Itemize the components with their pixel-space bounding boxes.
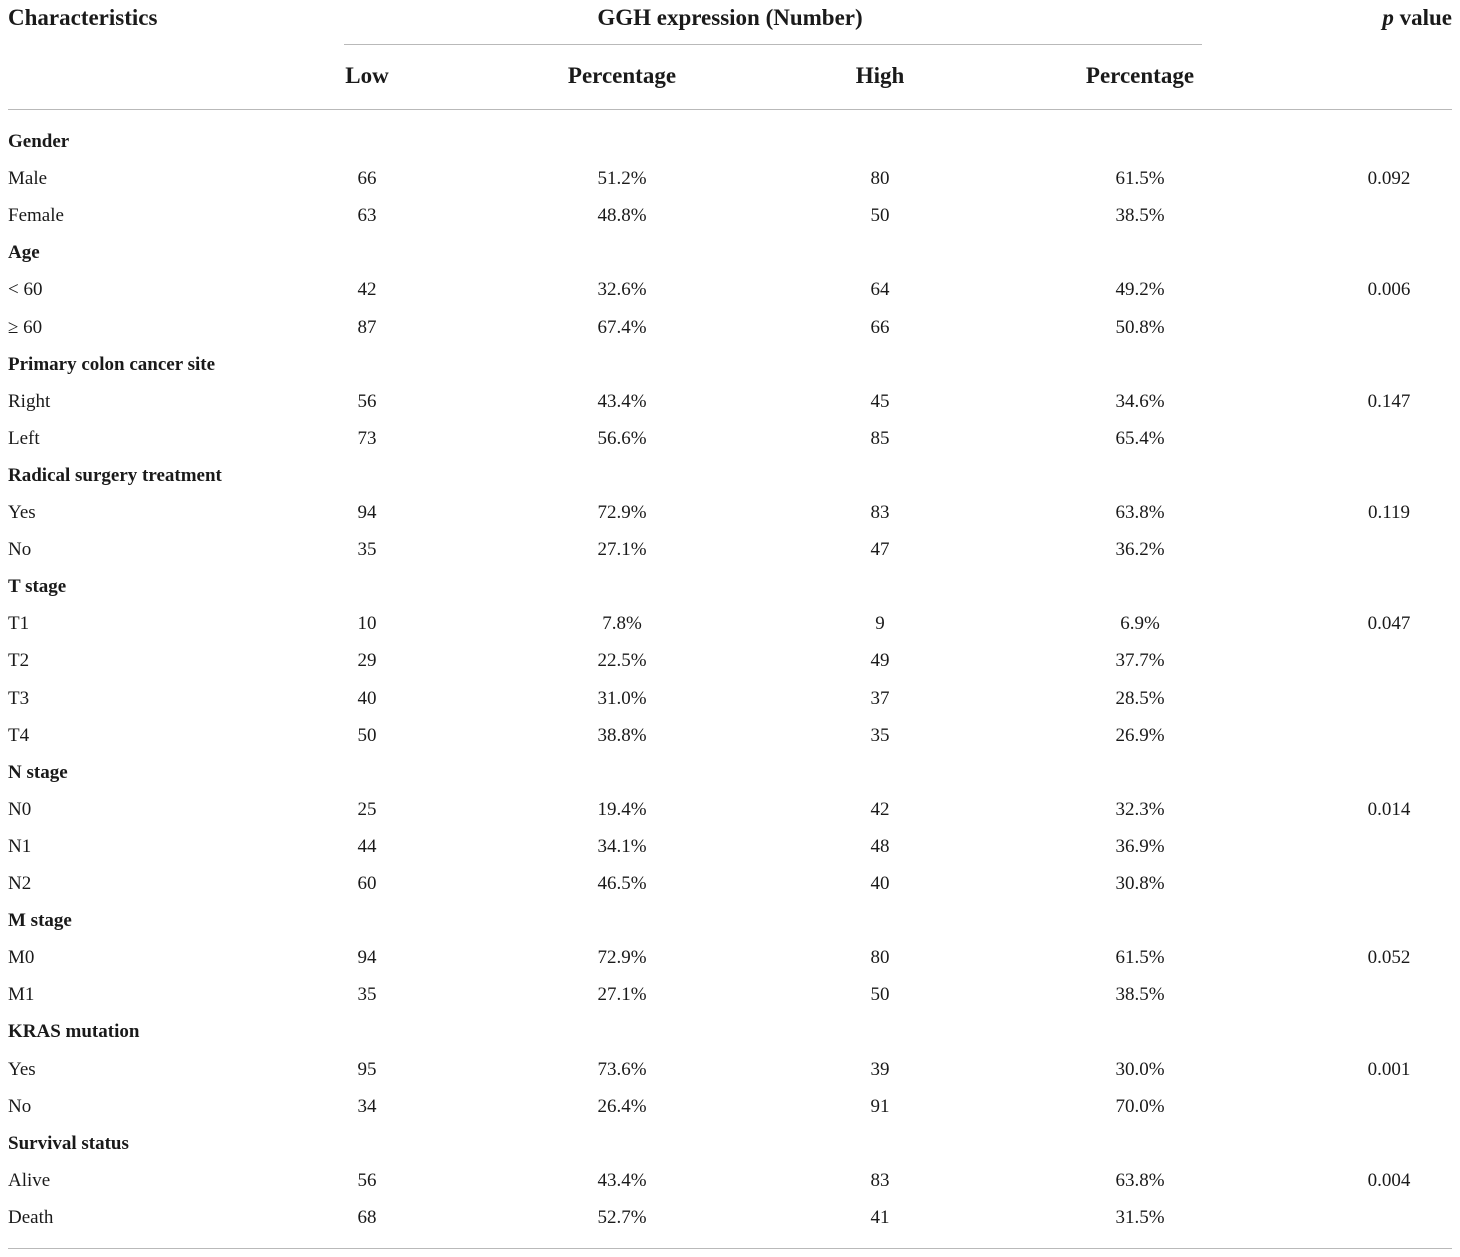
table-row — [0, 1051, 1460, 1088]
row-label: T2 — [8, 650, 30, 672]
category-label: Radical surgery treatment — [8, 464, 222, 486]
cell-low-count: 73 — [357, 427, 377, 449]
cell-high-percentage: 30.0% — [1115, 1058, 1165, 1080]
cell-low-count: 50 — [357, 724, 377, 746]
cell-p-value: 0.004 — [1367, 1169, 1411, 1191]
category-row — [0, 902, 1460, 939]
cell-high-count: 42 — [870, 798, 890, 820]
table-row — [0, 197, 1460, 234]
cell-low-percentage: 22.5% — [597, 650, 647, 672]
header-characteristics: Characteristics — [8, 5, 158, 30]
header-p-symbol: p — [1382, 5, 1394, 30]
row-label: ≥ 60 — [8, 316, 43, 338]
cell-p-value: 0.147 — [1367, 390, 1411, 412]
cell-high-percentage: 36.9% — [1115, 835, 1165, 857]
cell-low-count: 25 — [357, 798, 377, 820]
header-low: Low — [345, 63, 389, 88]
cell-low-count: 95 — [357, 1058, 377, 1080]
cell-high-percentage: 32.3% — [1115, 798, 1165, 820]
cell-high-percentage: 6.9% — [1120, 613, 1160, 635]
cell-high-count: 41 — [870, 1206, 890, 1228]
cell-high-count: 83 — [870, 1169, 890, 1191]
category-label: T stage — [8, 576, 67, 598]
cell-high-percentage: 61.5% — [1115, 168, 1165, 190]
cell-low-percentage: 31.0% — [597, 687, 647, 709]
row-label: Male — [8, 168, 48, 190]
cell-low-percentage: 38.8% — [597, 724, 647, 746]
cell-low-count: 35 — [357, 539, 377, 561]
cell-low-percentage: 43.4% — [597, 390, 647, 412]
cell-high-percentage: 31.5% — [1115, 1206, 1165, 1228]
cell-low-count: 68 — [357, 1206, 377, 1228]
cell-low-percentage: 46.5% — [597, 873, 647, 894]
cell-low-count: 56 — [357, 390, 377, 412]
cell-low-count: 40 — [357, 687, 377, 709]
table-row — [0, 642, 1460, 679]
cell-low-percentage: 48.8% — [597, 205, 647, 227]
table-row — [0, 605, 1460, 642]
header-rule — [8, 109, 1452, 110]
cell-high-count: 83 — [870, 502, 890, 523]
row-label: T1 — [8, 613, 30, 635]
cell-high-percentage: 28.5% — [1115, 687, 1165, 709]
cell-high-count: 45 — [870, 390, 890, 412]
cell-high-percentage: 37.7% — [1115, 650, 1165, 672]
category-row — [0, 457, 1460, 494]
cell-high-count: 9 — [875, 613, 885, 635]
cell-high-percentage: 36.2% — [1115, 539, 1165, 561]
cell-p-value: 0.052 — [1367, 947, 1411, 969]
cell-high-count: 47 — [870, 539, 890, 561]
table-row — [0, 828, 1460, 865]
header-percentage-high: Percentage — [1085, 63, 1195, 88]
cell-high-percentage: 38.5% — [1115, 205, 1165, 227]
category-label: Survival status — [8, 1132, 129, 1154]
row-label: N2 — [8, 873, 32, 894]
cell-high-percentage: 26.9% — [1115, 724, 1165, 746]
row-label: Left — [8, 427, 40, 449]
bottom-rule — [8, 1248, 1452, 1249]
cell-low-count: 60 — [357, 873, 377, 894]
cell-high-percentage: 63.8% — [1115, 1169, 1165, 1191]
category-row — [0, 1013, 1460, 1050]
cell-high-count: 37 — [870, 687, 890, 709]
cell-high-percentage: 61.5% — [1115, 947, 1165, 969]
row-label: No — [8, 539, 32, 561]
cell-low-count: 66 — [357, 168, 377, 190]
table-row — [0, 383, 1460, 420]
category-row — [0, 123, 1460, 160]
cell-low-percentage: 27.1% — [597, 539, 647, 561]
category-label: Gender — [8, 131, 70, 152]
group-span-rule — [344, 44, 1202, 45]
cell-low-count: 87 — [357, 316, 377, 338]
cell-low-count: 63 — [357, 205, 377, 227]
row-label: No — [8, 1095, 32, 1117]
cell-low-percentage: 67.4% — [597, 316, 647, 338]
row-label: Yes — [8, 502, 36, 523]
category-label: N stage — [8, 761, 68, 783]
cell-high-count: 80 — [870, 168, 890, 190]
cell-low-percentage: 27.1% — [597, 984, 647, 1006]
cell-low-percentage: 7.8% — [602, 613, 642, 635]
header-p-value — [1332, 4, 1452, 32]
cell-high-count: 80 — [870, 947, 890, 969]
cell-low-percentage: 19.4% — [597, 798, 647, 820]
table-row — [0, 531, 1460, 568]
category-row — [0, 346, 1460, 383]
cell-high-count: 40 — [870, 873, 890, 894]
cell-low-percentage: 51.2% — [597, 168, 647, 190]
table-row — [0, 1088, 1460, 1125]
cell-high-percentage: 63.8% — [1115, 502, 1165, 523]
cell-high-percentage: 49.2% — [1115, 279, 1165, 301]
category-row — [0, 1125, 1460, 1162]
table-row — [0, 717, 1460, 754]
cell-low-count: 94 — [357, 502, 377, 523]
table-row — [0, 271, 1460, 308]
table-row — [0, 309, 1460, 346]
cell-low-count: 35 — [357, 984, 377, 1006]
cell-high-count: 50 — [870, 984, 890, 1006]
cell-high-count: 39 — [870, 1058, 890, 1080]
header-group-title: GGH expression (Number) — [597, 5, 863, 30]
header-p-word: value — [1399, 5, 1452, 30]
cell-low-percentage: 32.6% — [597, 279, 647, 301]
cell-low-count: 10 — [357, 613, 377, 635]
table-row — [0, 939, 1460, 976]
table-row — [0, 1199, 1460, 1236]
table-row — [0, 865, 1460, 902]
cell-high-count: 35 — [870, 724, 890, 746]
cell-high-count: 49 — [870, 650, 890, 672]
row-label: M1 — [8, 984, 35, 1006]
table-row — [0, 1162, 1460, 1199]
cell-low-percentage: 34.1% — [597, 835, 647, 857]
cell-high-count: 85 — [870, 427, 890, 449]
cell-low-count: 56 — [357, 1169, 377, 1191]
cell-low-count: 34 — [357, 1095, 377, 1117]
header-high: High — [855, 63, 905, 88]
cell-high-count: 50 — [870, 205, 890, 227]
cell-p-value: 0.014 — [1367, 798, 1411, 820]
cell-low-count: 42 — [357, 279, 377, 301]
table-row — [0, 680, 1460, 717]
cell-p-value: 0.006 — [1367, 279, 1411, 301]
cell-high-percentage: 38.5% — [1115, 984, 1165, 1006]
cell-p-value: 0.047 — [1367, 613, 1411, 635]
row-label: Alive — [8, 1169, 51, 1191]
cell-low-percentage: 52.7% — [597, 1206, 647, 1228]
row-label: T4 — [8, 724, 30, 746]
category-label: M stage — [8, 910, 72, 932]
row-label: Right — [8, 390, 51, 412]
cell-high-percentage: 50.8% — [1115, 316, 1165, 338]
category-label: KRAS mutation — [8, 1021, 140, 1043]
category-row — [0, 568, 1460, 605]
table-row — [0, 420, 1460, 457]
cell-high-percentage: 70.0% — [1115, 1095, 1165, 1117]
table-row — [0, 791, 1460, 828]
table-row — [0, 494, 1460, 531]
cell-p-value: 0.001 — [1367, 1058, 1411, 1080]
cell-low-percentage: 73.6% — [597, 1058, 647, 1080]
row-label: Yes — [8, 1058, 36, 1080]
table-row — [0, 976, 1460, 1013]
table-row — [0, 160, 1460, 197]
cell-high-percentage: 30.8% — [1115, 873, 1165, 894]
row-label: Female — [8, 205, 64, 227]
cell-high-count: 64 — [870, 279, 890, 301]
row-label: T3 — [8, 687, 30, 709]
cell-p-value: 0.119 — [1367, 502, 1411, 523]
category-label: Age — [8, 242, 40, 264]
category-label: Primary colon cancer site — [8, 353, 215, 375]
category-row — [0, 234, 1460, 271]
cell-low-percentage: 72.9% — [597, 947, 647, 969]
cell-low-count: 29 — [357, 650, 377, 672]
cell-low-count: 44 — [357, 835, 377, 857]
row-label: N0 — [8, 798, 32, 820]
cell-high-count: 66 — [870, 316, 890, 338]
cell-high-count: 91 — [870, 1095, 890, 1117]
cell-high-percentage: 65.4% — [1115, 427, 1165, 449]
cell-low-percentage: 43.4% — [597, 1169, 647, 1191]
cell-low-count: 94 — [357, 947, 377, 969]
cell-low-percentage: 72.9% — [597, 502, 647, 523]
cell-low-percentage: 56.6% — [597, 427, 647, 449]
row-label: Death — [8, 1206, 54, 1228]
header-percentage-low: Percentage — [567, 63, 677, 88]
cell-high-count: 48 — [870, 835, 890, 857]
cell-low-percentage: 26.4% — [597, 1095, 647, 1117]
category-row — [0, 754, 1460, 791]
row-label: < 60 — [8, 279, 43, 301]
row-label: N1 — [8, 835, 32, 857]
cell-p-value: 0.092 — [1367, 168, 1411, 190]
cell-high-percentage: 34.6% — [1115, 390, 1165, 412]
row-label: M0 — [8, 947, 35, 969]
